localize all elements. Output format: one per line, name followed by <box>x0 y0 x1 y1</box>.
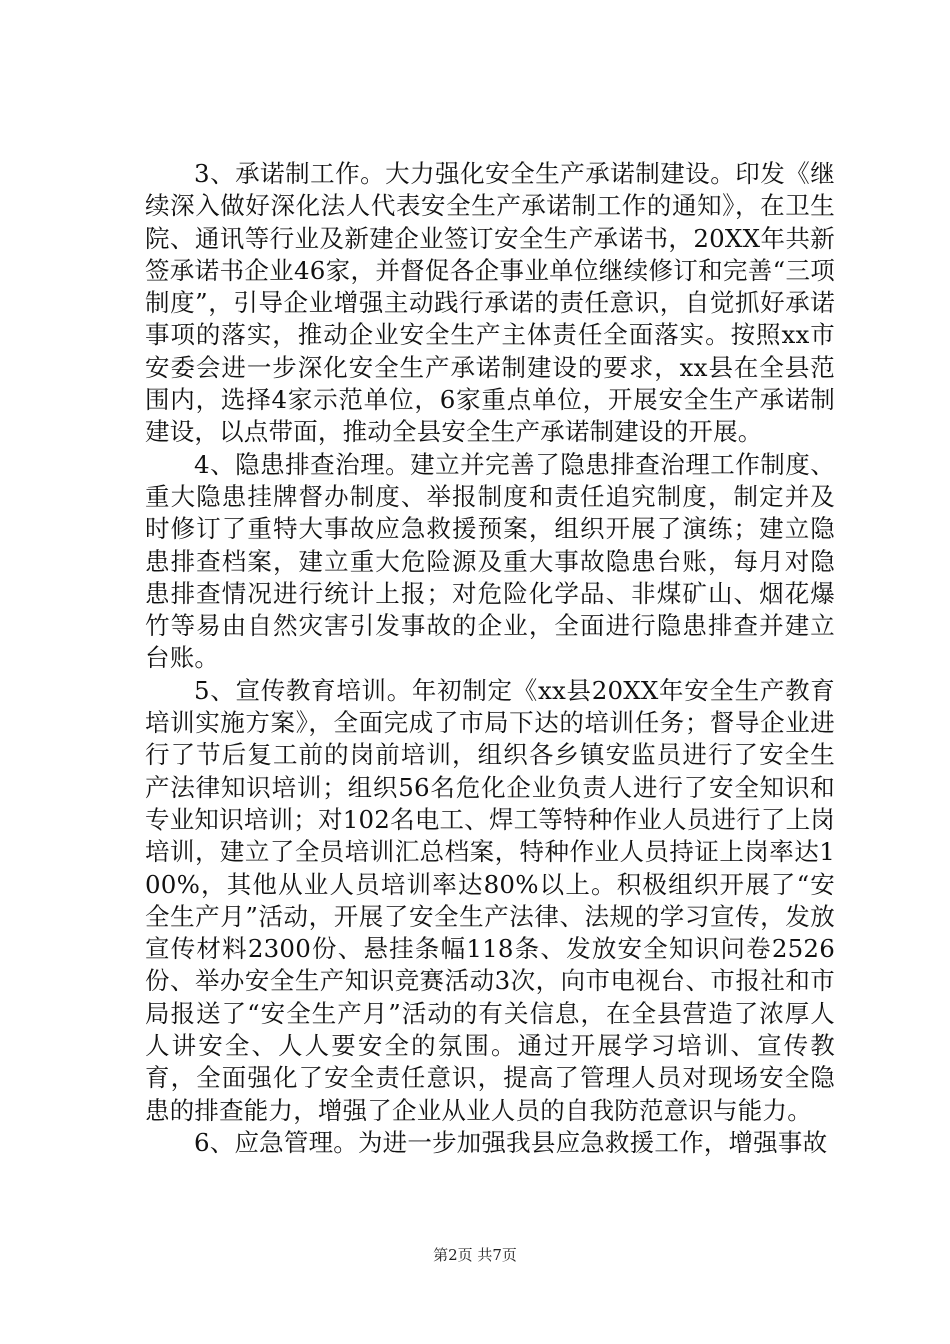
paragraph-education-training: 5、宣传教育培训。年初制定《xx县20XX年安全生产教育培训实施方案》，全面完成了市局下达的培训任务；督导企业进行了节后复工前的岗前培训，组织各乡镇安监员进行了安全生产法律知识培训；组织56名危化企业负责人进行了安全知识和专业知识培训；对102名电工、焊工等特种作业人员进行了上岗培训，建立了全员培训汇总档案，特种作业人员持证上岗率达100%，其他从业人员培训率达80%以上。积极组织开展了“安全生产月”活动，开展了安全生产法律、法规的学习宣传，发放宣传材料2300份、悬挂条幅118条、发放安全知识问卷2526份、举办安全生产知识竞赛活动3次，向市电视台、市报社和市局报送了“安全生产月”活动的有关信息，在全县营造了浓厚人人讲安全、人人要安全的氛围。通过开展学习培训、宣传教育，全面强化了安全责任意识，提高了管理人员对现场安全隐患的排查能力，增强了企业从业人员的自我防范意识与能力。 <box>145 675 835 1125</box>
paragraph-emergency-management: 6、应急管理。为进一步加强我县应急救援工作，增强事故 <box>194 1127 828 1157</box>
body-text <box>145 158 835 1159</box>
paragraph-hazard-inspection: 4、隐患排查治理。建立并完善了隐患排查治理工作制度、重大隐患挂牌督办制度、举报制度和责任追究制度，制定并及时修订了重特大事故应急救援预案，组织开展了演练；建立隐患排查档案，建立重大危险源及重大事故隐患台账，每月对隐患排查情况进行统计上报；对危险化学品、非煤矿山、烟花爆竹等易由自然灾害引发事故的企业，全面进行隐患排查并建立台账。 <box>145 449 835 673</box>
paragraph-commitment-system: 3、承诺制工作。大力强化安全生产承诺制建设。印发《继续深入做好深化法人代表安全生产承诺制工作的通知》，在卫生院、通讯等行业及新建企业签订安全生产承诺书，20XX年共新签承诺书企业46家，并督促各企事业单位继续修订和完善“三项制度”，引导企业增强主动践行承诺的责任意识，自觉抓好承诺事项的落实，推动企业安全生产主体责任全面落实。按照xx市安委会进一步深化安全生产承诺制建设的要求，xx县在全县范围内，选择4家示范单位，6家重点单位，开展安全生产承诺制建设，以点带面，推动全县安全生产承诺制建设的开展。 <box>145 159 835 447</box>
page-footer: 第2页 共7页 <box>433 1246 517 1264</box>
